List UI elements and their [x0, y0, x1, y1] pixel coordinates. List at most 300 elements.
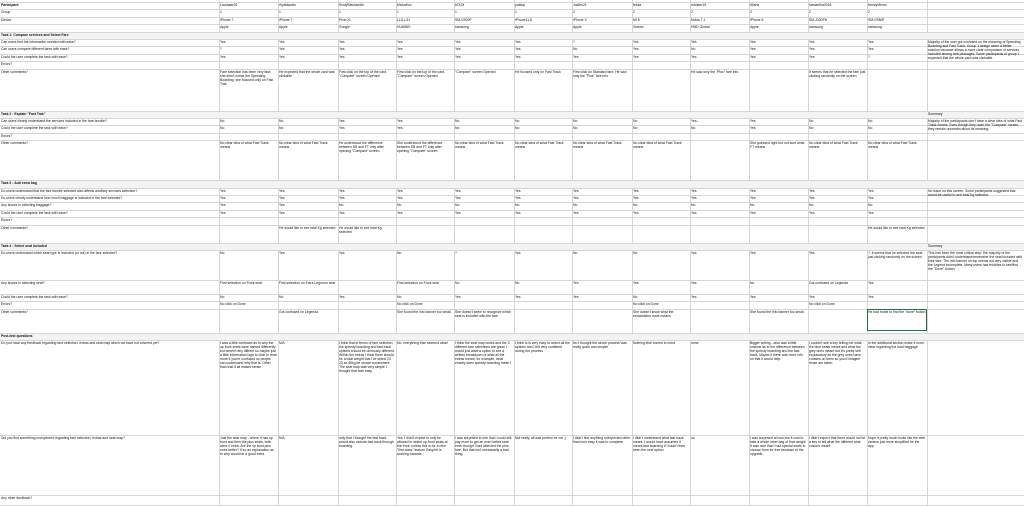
- brand-row-cell[interactable]: Xiaomi: [633, 25, 644, 30]
- group-row-cell[interactable]: 1: [455, 10, 457, 15]
- brand-row-cell[interactable]: Apple: [750, 25, 759, 30]
- task1-row-cell[interactable]: Yes: [809, 47, 815, 52]
- task4-row-cell[interactable]: No: [573, 251, 578, 255]
- posttest-row-cell[interactable]: [868, 496, 926, 505]
- task1-row-cell[interactable]: Yes: [750, 40, 756, 44]
- posttest-row-cell[interactable]: Bigger writing - also was a little unclear as to the difference between the speedy boarding and the fast track. Maybe if there was more info on that it would help.: [750, 341, 805, 362]
- task1-row-cell[interactable]: First click on the top of the card. "Compare" screen Opened: [339, 69, 388, 78]
- posttest-row-cell[interactable]: I didn't understand what fast track meant. I would have assumed it meant fast boarding if I hadn't then seen the next option.: [633, 436, 686, 453]
- posttest-row-cell[interactable]: [573, 496, 631, 505]
- task2-row-cell[interactable]: No: [633, 126, 638, 131]
- brand-row-cell[interactable]: Apple: [573, 25, 582, 30]
- task3-row-cell[interactable]: Yes: [220, 210, 226, 215]
- task1-row-cell[interactable]: Yes: [573, 54, 579, 59]
- task2-row-cell[interactable]: [691, 141, 748, 180]
- task4-row-cell[interactable]: No: [279, 295, 284, 299]
- task4-row-cell[interactable]: First selection on Front seat: [220, 281, 262, 285]
- posttest-row-cell[interactable]: none: [691, 341, 699, 346]
- task2-row-cell[interactable]: Yes--: [691, 119, 699, 123]
- posttest-row-cell[interactable]: No I thought the whole process was really quick and simple!: [573, 341, 627, 350]
- task2-row-cell[interactable]: No: [633, 119, 638, 123]
- task1-summary[interactable]: Majority of the user got confused on the meaning of Speeding Boarding and Fast Track. Group 1 design seem a better solution because allows a more clear comparison of services included among fare packages. Some participants of group 1 expected that the whole card was clickable.: [928, 40, 1021, 60]
- group-row-cell[interactable]: 2: [750, 10, 752, 15]
- posttest-row-question[interactable]: Did you find something unexpected regarding fare selection, extras and seat map?: [1, 436, 125, 441]
- participant-row-cell[interactable]: mfoster15: [691, 3, 707, 7]
- task3-row-cell[interactable]: No: [633, 203, 638, 208]
- task3-row-question[interactable]: Do users clearly understand how much baggage is included in the fare selected?: [1, 196, 123, 200]
- task1-row-cell[interactable]: Yes: [220, 54, 226, 59]
- group-row-cell[interactable]: 1: [339, 10, 341, 15]
- participant-row-cell[interactable]: Lauraaar92: [220, 3, 238, 7]
- participant-row-cell[interactable]: frenzyMemo: [868, 3, 887, 7]
- task1-row-cell[interactable]: ?: [220, 47, 222, 52]
- task1-row-cell[interactable]: Yes: [220, 40, 226, 44]
- task3-row-cell[interactable]: Yes: [633, 196, 639, 200]
- device-row-cell[interactable]: SM-J330FN: [809, 17, 828, 22]
- brand-row-cell[interactable]: HMD Global: [691, 25, 710, 30]
- posttest-row-cell[interactable]: Just the seat map - where it has up front and then the plus seats, both were 0 extra. Are the up front plus ones better? If so an explanation as to why would be a good extra: [220, 436, 274, 457]
- task4-row-cell[interactable]: Yes: [279, 251, 285, 255]
- device-row-question[interactable]: Device: [1, 17, 12, 22]
- task3-row-cell[interactable]: Yes: [691, 188, 697, 193]
- participant-row-cell[interactable]: samantha2018: [809, 3, 832, 7]
- task4-row-cell[interactable]: She doesn't know what the exclamation mark means: [633, 309, 674, 318]
- task4-row-cell[interactable]: No click on Done: [633, 302, 659, 307]
- posttest-row-question[interactable]: Do you have any feedback regarding fare selection, extras and seat map which we have not covered yet?: [1, 341, 160, 346]
- task2-row-question[interactable]: Other comments?: [1, 141, 28, 146]
- task3-row-cell[interactable]: [515, 226, 571, 239]
- task3-row-cell[interactable]: No: [750, 203, 755, 208]
- posttest-row-cell[interactable]: [809, 496, 866, 505]
- task3-row-cell[interactable]: He would like to see total Kg selected: [279, 225, 336, 230]
- task3-row-cell[interactable]: No: [573, 203, 578, 208]
- posttest-row-cell[interactable]: [750, 496, 807, 505]
- task1-row-cell[interactable]: He saw only the "Plus" fare info: [691, 69, 739, 74]
- posttest-row-cell[interactable]: in the additional section make it more clear regarding the total baggage: [868, 341, 924, 350]
- task1-row-cell[interactable]: He expected that the whole card was clickable: [279, 69, 335, 78]
- task4-row-cell[interactable]: She found the info banner too small.: [397, 309, 452, 314]
- task4-row-cell[interactable]: Yes: [339, 295, 345, 299]
- task1-row-cell[interactable]: Yes: [279, 47, 285, 52]
- group-row-cell[interactable]: 2: [809, 10, 811, 15]
- task3-row-cell[interactable]: Yes: [868, 196, 874, 200]
- task3-row-cell[interactable]: No: [691, 203, 696, 208]
- task1-row-cell[interactable]: Yes: [868, 47, 874, 52]
- task4-row-cell[interactable]: [339, 281, 395, 294]
- posttest-row-cell[interactable]: only that I thought the fast track would also include fast track through boarding.: [339, 436, 394, 449]
- task2-row-cell[interactable]: No: [515, 119, 520, 123]
- task3-row-question[interactable]: Any issues in selecting baggage?: [1, 203, 52, 208]
- task4-row-cell[interactable]: Yes: [339, 251, 345, 255]
- task3-row-cell[interactable]: Yes: [809, 188, 815, 193]
- task1-row-cell[interactable]: First click on the top of the card. "Compare" screen Opened: [397, 69, 446, 78]
- task3-row-cell[interactable]: [750, 226, 807, 239]
- group-row-cell[interactable]: 2: [633, 10, 635, 15]
- task2-row-cell[interactable]: Yes: [339, 126, 345, 131]
- task3-row-cell[interactable]: No: [339, 203, 344, 208]
- task2-row-cell[interactable]: She guessed right but not sure what FT means: [750, 141, 805, 150]
- task3-row-cell[interactable]: No: [455, 203, 460, 208]
- task2-row-cell[interactable]: Yes: [339, 119, 345, 123]
- task1-row-question[interactable]: Errors?: [1, 62, 13, 67]
- task2-row-cell[interactable]: No clear idea of what Fast Track means: [868, 141, 917, 150]
- device-row-cell[interactable]: Pixel XL: [339, 17, 352, 22]
- task4-row-cell[interactable]: Yes: [868, 295, 874, 299]
- posttest-row-cell[interactable]: [279, 496, 337, 505]
- posttest-row-cell[interactable]: I couldn't see a key telling me what the blue seats meant and what the grey ones meant but it's pretty self explanatory as the grey ones have crosses on them so you'd imagine those are taken: [809, 341, 862, 366]
- task3-row-cell[interactable]: Yes: [397, 210, 403, 215]
- task4-row-cell[interactable]: Yes: [691, 251, 697, 255]
- task1-row-cell[interactable]: Yes: [691, 54, 697, 59]
- posttest-row-cell[interactable]: I was a little confused as to why the up front seats were named differently but weren't any diffrent so maybe just a little information logo to click to read more if you're confused so people can understand why that is. Other than that it all makes sense: [220, 341, 277, 370]
- task4-row-cell[interactable]: Yes: [691, 295, 697, 299]
- task2-row-cell[interactable]: No: [455, 126, 460, 131]
- posttest-row-cell[interactable]: No, everything else seemed clear!: [397, 341, 449, 346]
- task4-row-cell[interactable]: Yes: [515, 295, 521, 299]
- posttest-row-cell[interactable]: Yes, I didn't expect to only be allowed to select up-front seats at the front, unless this is for a new "first class" feature EasyJet is working towards.: [397, 436, 448, 457]
- task1-row-cell[interactable]: Yes: [809, 40, 815, 44]
- active-cell-selection[interactable]: [867, 309, 927, 331]
- task2-row-cell[interactable]: Yes: [750, 126, 756, 131]
- task1-row-cell[interactable]: Yes: [455, 40, 461, 44]
- task2-row-cell[interactable]: No: [455, 119, 460, 123]
- task4-row-cell[interactable]: [515, 310, 571, 331]
- group-row-cell[interactable]: 2: [868, 10, 870, 15]
- task1-row-cell[interactable]: [750, 70, 807, 105]
- group-row-cell[interactable]: 2: [691, 10, 693, 15]
- task4-row-cell[interactable]: [809, 310, 866, 331]
- task3-summary[interactable]: No issue on this screen. Some participants suggested that would be useful to see total Kg selected: [928, 188, 1016, 197]
- task2-row-cell[interactable]: No clear idea of what Fast Track means: [573, 141, 622, 150]
- task3-row-cell[interactable]: Yes: [750, 188, 756, 193]
- task3-row-cell[interactable]: He would like to see total Kg selected: [339, 225, 382, 234]
- task4-row-cell[interactable]: He had truble to find the "done" button: [868, 309, 926, 314]
- task1-row-cell[interactable]: ?: [868, 54, 870, 59]
- task1-row-cell[interactable]: He focused only on Fast Track: [515, 69, 561, 74]
- task3-row-cell[interactable]: Yes: [339, 188, 345, 193]
- task3-row-cell[interactable]: Yes: [455, 196, 461, 200]
- posttest-row-cell[interactable]: N/A: [279, 436, 285, 441]
- task3-row-cell[interactable]: No: [868, 203, 873, 208]
- task1-row-question[interactable]: Can users compare different fares with ease?: [1, 47, 70, 52]
- task1-row-cell[interactable]: Yes: [455, 47, 461, 52]
- task1-row-cell[interactable]: Yes: [633, 47, 639, 52]
- task4-row-cell[interactable]: Yes: [691, 281, 697, 285]
- task1-row-cell[interactable]: Yes: [750, 47, 756, 52]
- brand-row-cell[interactable]: Apple: [515, 25, 524, 30]
- task4-row-question[interactable]: Other comments?: [1, 309, 28, 314]
- task3-row-cell[interactable]: [455, 226, 513, 239]
- task3-row-cell[interactable]: Yes: [397, 188, 403, 193]
- task3-row-cell[interactable]: Yes: [573, 210, 579, 215]
- task1-row-cell[interactable]: It seems that he selected the fare just clicking randomly on the screen: [809, 69, 866, 78]
- participant-row-cell[interactable]: bOLM: [455, 3, 465, 7]
- task3-row-cell[interactable]: [397, 226, 453, 239]
- task3-row-cell[interactable]: Yes: [691, 196, 697, 200]
- task1-row-cell[interactable]: No: [691, 47, 696, 52]
- task3-row-cell[interactable]: [573, 226, 631, 239]
- task4-row-cell[interactable]: [339, 310, 395, 331]
- task3-row-cell[interactable]: Yes: [455, 210, 461, 215]
- task3-row-cell[interactable]: Yes: [573, 188, 579, 193]
- task2-summary[interactable]: Majority of the participants don't have a clear idea of what Fast Track means. Even though they open the "Compare" screen, they remain uncertain about its meaning.: [928, 119, 1022, 131]
- group-row-cell[interactable]: 1: [515, 10, 517, 15]
- task2-row-cell[interactable]: No clear idea of what Fast Track means: [633, 141, 682, 150]
- task1-row-cell[interactable]: Yes: [279, 40, 285, 44]
- brand-row-cell[interactable]: samsung: [809, 25, 823, 30]
- task4-row-question[interactable]: Any issues in selecting seat?: [1, 281, 45, 285]
- posttest-row-cell[interactable]: [339, 496, 395, 505]
- brand-row-cell[interactable]: Google: [339, 25, 350, 30]
- posttest-row-question[interactable]: Any other feedback?: [1, 496, 33, 501]
- task1-row-cell[interactable]: Yes: [339, 47, 345, 52]
- task2-row-cell[interactable]: No: [573, 126, 578, 131]
- task2-row-cell[interactable]: No: [691, 126, 696, 131]
- task4-row-cell[interactable]: [573, 310, 631, 331]
- task4-row-cell[interactable]: Got confused on Legenda: [809, 281, 849, 285]
- task1-row-cell[interactable]: Yes: [868, 40, 874, 44]
- task4-row-cell[interactable]: Yes: [868, 281, 874, 285]
- task4-row-cell[interactable]: Yes: [573, 295, 579, 299]
- task4-row-cell[interactable]: No: [397, 295, 402, 299]
- brand-row-cell[interactable]: Apple: [279, 25, 288, 30]
- task1-row-cell[interactable]: Yes: [397, 54, 403, 59]
- task3-row-cell[interactable]: Yes: [220, 188, 226, 193]
- task1-row-cell[interactable]: Yes: [515, 40, 521, 44]
- task3-row-cell[interactable]: Yes: [279, 203, 285, 208]
- task3-row-cell[interactable]: He would like to see total Kg selected: [868, 225, 925, 230]
- brand-row-cell[interactable]: samsung: [868, 25, 882, 30]
- task4-row-cell[interactable]: No: [750, 281, 755, 285]
- task2-row-cell[interactable]: No: [515, 126, 520, 131]
- task2-row-cell[interactable]: She understood the difference between SB and FT only after opening "Compare" screen: [397, 141, 443, 154]
- task4-row-cell[interactable]: ?: [455, 251, 457, 255]
- task2-row-cell[interactable]: Yes: [750, 119, 756, 123]
- posttest-row-cell[interactable]: I think that in terms of fare selection the speedy boarding and fast track options should be obviously different. Within the extras I think there should be a total weight that I've select 23 23 so 46kg be shown somewhere. The seat map was very simple I thought that was easy: [339, 341, 395, 374]
- posttest-row-cell[interactable]: Nothing else comes to mind: [633, 341, 675, 346]
- participant-row-cell[interactable]: Alisha: [750, 3, 760, 7]
- task3-row-cell[interactable]: [691, 226, 748, 239]
- task3-row-cell[interactable]: Yes: [750, 196, 756, 200]
- task4-summary[interactable]: This has been the most critical step: the majority of the participants didn't understand/remember the seat included with their fare. The info banner on top seems not very visible and the Legend incomplete. Many users had troubles to see/find the "Done" button.: [928, 251, 1023, 271]
- task1-row-cell[interactable]: Yes: [397, 47, 403, 52]
- task3-row-cell[interactable]: Yes: [750, 210, 756, 215]
- task4-row-cell[interactable]: No click on Done: [397, 302, 423, 307]
- task2-row-cell[interactable]: No clear idea of what Fast Track means: [515, 141, 564, 150]
- task1-row-cell[interactable]: Yes: [397, 40, 403, 44]
- task4-row-cell[interactable]: ?, it seems that he selected the seat just clicking randomly on the screen: [868, 251, 923, 259]
- task1-row-cell[interactable]: Yes: [633, 54, 639, 59]
- task4-row-cell[interactable]: Yes: [515, 251, 521, 255]
- task4-row-cell[interactable]: [220, 310, 277, 331]
- task2-row-cell[interactable]: No: [573, 119, 578, 123]
- task2-row-cell[interactable]: No clear idea of what Fast Track means: [220, 141, 269, 150]
- task1-row-cell[interactable]: Yes: [633, 40, 639, 44]
- task1-row-cell[interactable]: First click on Standard fare. He saw only the "Plus" fare info: [573, 69, 627, 78]
- task3-row-question[interactable]: Do users understand that the fare bundle selected also affects ancillary services selection?: [1, 188, 138, 193]
- task3-row-cell[interactable]: [633, 226, 689, 239]
- task2-row-cell[interactable]: Yes: [397, 126, 403, 131]
- posttest-row-cell[interactable]: I think is is very easy to select all the options and I felt very confident during the process: [515, 341, 570, 354]
- task4-row-cell[interactable]: Yes: [809, 251, 815, 255]
- task2-row-cell[interactable]: Yes: [397, 119, 403, 123]
- task2-row-cell[interactable]: No: [279, 126, 284, 131]
- participant-row-cell[interactable]: pablop: [515, 3, 526, 7]
- task4-row-cell[interactable]: Yes: [809, 295, 815, 299]
- task3-row-cell[interactable]: Yes: [515, 188, 521, 193]
- task1-row-cell[interactable]: [633, 70, 689, 105]
- task4-row-question[interactable]: Errors?: [1, 302, 13, 307]
- task4-row-cell[interactable]: No click on Done: [809, 302, 835, 307]
- task3-row-cell[interactable]: Yes: [279, 196, 285, 200]
- task3-row-cell[interactable]: Yes: [220, 203, 226, 208]
- task3-row-cell[interactable]: No: [809, 203, 814, 208]
- task1-row-cell[interactable]: Yes: [515, 54, 521, 59]
- device-row-cell[interactable]: iPhone 7: [220, 17, 234, 22]
- participant-row-cell[interactable]: Joidhu21: [573, 3, 587, 7]
- task1-row-cell[interactable]: Yes: [339, 40, 345, 44]
- task4-row-cell[interactable]: No: [455, 281, 460, 285]
- brand-row-cell[interactable]: HUAWEI: [397, 25, 411, 30]
- posttest-row-cell[interactable]: [220, 496, 277, 505]
- task4-row-cell[interactable]: No: [633, 251, 638, 255]
- task4-row-cell[interactable]: First selection on Front seat: [397, 281, 439, 285]
- task4-row-question[interactable]: Could the user complete the task with ease?: [1, 295, 68, 299]
- task3-row-cell[interactable]: Yes: [397, 196, 403, 200]
- task4-row-cell[interactable]: Yes: [455, 295, 461, 299]
- task2-row-question[interactable]: Can users clearly understand the services included in the fare bundle?: [1, 119, 107, 123]
- posttest-row-cell[interactable]: Not really, all was perfect for me :): [515, 436, 567, 441]
- posttest-row-cell[interactable]: I didn't expect that there would not be a key to tell what the different seat colours meant: [809, 436, 866, 449]
- participant-row-cell[interactable]: MickaKov: [397, 3, 412, 7]
- task1-row-cell[interactable]: "Compare" screen Opened: [455, 69, 496, 74]
- posttest-row-cell[interactable]: [515, 496, 571, 505]
- task3-row-cell[interactable]: Yes: [455, 188, 461, 193]
- group-row-cell[interactable]: 1: [397, 10, 399, 15]
- task1-row-cell[interactable]: Yes: [809, 54, 815, 59]
- brand-row-cell[interactable]: samsung: [455, 25, 469, 30]
- task3-row-cell[interactable]: Yes: [809, 210, 815, 215]
- task4-row-question[interactable]: Do users understand which seat type is included (or not) in the fare selected?: [1, 251, 118, 255]
- task3-row-cell[interactable]: Yes: [279, 188, 285, 193]
- task1-row-cell[interactable]: Yes: [515, 47, 521, 52]
- participant-row-cell[interactable]: rhysldavies: [279, 3, 296, 7]
- task3-row-cell[interactable]: [220, 226, 277, 239]
- task3-row-question[interactable]: Other comments?: [1, 225, 28, 230]
- task3-row-cell[interactable]: Yes: [279, 210, 285, 215]
- task4-row-cell[interactable]: First selection on Extra Legroom seat: [279, 281, 336, 285]
- task2-row-question[interactable]: Could the user complete the task with ease?: [1, 126, 68, 131]
- posttest-row-cell[interactable]: Nope it pretty much looks like the web version just more simplified for the app: [868, 436, 926, 449]
- task3-row-cell[interactable]: Yes: [691, 210, 697, 215]
- task4-row-cell[interactable]: Yes: [750, 251, 756, 255]
- task4-row-cell[interactable]: No click on Done: [220, 302, 246, 307]
- task2-row-cell[interactable]: No: [868, 126, 873, 131]
- task3-row-cell[interactable]: No: [397, 203, 402, 208]
- task1-row-cell[interactable]: No: [573, 47, 578, 52]
- posttest-row-cell[interactable]: I think the seat map works and the 3 different fare selections are great. I would just want a option to see a written breakdown of what all the extras meant, for example, what exactly does speedy boarding mean?: [455, 341, 512, 366]
- task4-row-cell[interactable]: [691, 310, 748, 331]
- task2-row-cell[interactable]: No clear idea of what Fast Track means: [279, 141, 328, 150]
- group-row-cell[interactable]: 2: [573, 10, 575, 15]
- task2-row-cell[interactable]: He understood the difference between SB and FT only after opening "Compare" screen: [339, 141, 384, 154]
- task4-row-cell[interactable]: No: [220, 295, 225, 299]
- device-row-cell[interactable]: LLD-L31: [397, 17, 411, 22]
- task2-row-cell[interactable]: No: [220, 119, 225, 123]
- task1-row-question[interactable]: Could the user complete the task with ease?: [1, 54, 68, 59]
- posttest-row-cell[interactable]: I was surprised at how low it cost to take a whole other bag of that weight. It was nice that I had special seats to choose from for free because of the upgrade.: [750, 436, 807, 457]
- posttest-row-cell[interactable]: N/A: [279, 341, 285, 346]
- task4-row-cell[interactable]: Yes: [633, 281, 639, 285]
- task1-row-cell[interactable]: Yes: [279, 54, 285, 59]
- device-row-cell[interactable]: SM-G950F: [868, 17, 885, 22]
- task3-row-cell[interactable]: Yes: [220, 196, 226, 200]
- posttest-row-cell[interactable]: [397, 496, 453, 505]
- task3-row-cell[interactable]: Yes: [339, 196, 345, 200]
- group-row-cell[interactable]: 1: [220, 10, 222, 15]
- task3-row-cell[interactable]: No: [515, 203, 520, 208]
- task2-row-cell[interactable]: No: [868, 119, 873, 123]
- device-row-cell[interactable]: iPhone 7: [279, 17, 293, 22]
- device-row-cell[interactable]: iPhone X: [573, 17, 587, 22]
- task1-row-cell[interactable]: Yes: [691, 40, 697, 44]
- task3-row-cell[interactable]: Yes: [573, 196, 579, 200]
- task4-row-cell[interactable]: She found the info banner too small.: [750, 309, 805, 314]
- task1-row-question[interactable]: Can users find the information needed with ease?: [1, 40, 76, 44]
- task3-row-question[interactable]: Could the user complete the task with ease?: [1, 210, 68, 215]
- posttest-row-cell[interactable]: [455, 496, 513, 505]
- posttest-row-cell[interactable]: [691, 496, 748, 505]
- posttest-row-cell[interactable]: I didn't find anything unexpected other than how easy it was to complete: [573, 436, 631, 445]
- brand-row-cell[interactable]: Apple: [220, 25, 229, 30]
- task1-row-cell[interactable]: [868, 70, 926, 105]
- participant-row-question[interactable]: Participant: [1, 3, 19, 7]
- task3-row-cell[interactable]: Yes: [633, 210, 639, 215]
- task3-row-cell[interactable]: Yes: [809, 196, 815, 200]
- task3-row-cell[interactable]: Yes: [515, 196, 521, 200]
- task2-row-cell[interactable]: No: [279, 119, 284, 123]
- participant-row-cell[interactable]: RuslyBlacksmith: [339, 3, 364, 7]
- task3-row-cell[interactable]: Yes: [868, 188, 874, 193]
- device-row-cell[interactable]: SM-G920F: [455, 17, 472, 22]
- task3-row-cell[interactable]: [809, 226, 866, 239]
- task2-row-question[interactable]: Errors?: [1, 133, 13, 138]
- task1-row-cell[interactable]: Yes: [455, 54, 461, 59]
- task4-row-cell[interactable]: No: [633, 295, 638, 299]
- task3-row-cell[interactable]: Yes: [515, 210, 521, 215]
- task4-row-cell[interactable]: Got confused on Legenda: [279, 309, 319, 314]
- task3-row-cell[interactable]: Yes: [633, 188, 639, 193]
- device-row-cell[interactable]: iPhone11,8: [515, 17, 532, 22]
- posttest-row-cell[interactable]: I was surprised to see that I could still pay more to get an even better seat even though I had selected the plus fare. But that isn't necessarily a bad thing.: [455, 436, 512, 457]
- task3-row-cell[interactable]: Yes: [868, 210, 874, 215]
- device-row-cell[interactable]: MI 8: [633, 17, 640, 22]
- group-row-cell[interactable]: 1: [279, 10, 281, 15]
- group-row-question[interactable]: Group: [1, 10, 11, 15]
- task2-row-cell[interactable]: No clear idea of what Fast Track means: [809, 141, 858, 150]
- task4-row-cell[interactable]: She doesn't seem to recognize which seat is included with the fare: [455, 309, 512, 318]
- task1-row-cell[interactable]: ?: [573, 40, 575, 44]
- task1-row-cell[interactable]: Yes: [339, 54, 345, 59]
- task4-row-cell[interactable]: No: [515, 281, 520, 285]
- device-row-cell[interactable]: iPhone 6: [750, 17, 764, 22]
- participant-row-cell[interactable]: felula: [633, 3, 642, 7]
- task1-row-cell[interactable]: Fare selection has been very fast: she didn't notice the Speeding Boarding, she focused only on Fast Trak: [220, 69, 274, 86]
- device-row-cell[interactable]: Nokia 7.1: [691, 17, 706, 22]
- task1-row-cell[interactable]: Yes: [750, 54, 756, 59]
- task2-row-cell[interactable]: No: [220, 126, 225, 131]
- task3-row-cell[interactable]: Yes: [339, 210, 345, 215]
